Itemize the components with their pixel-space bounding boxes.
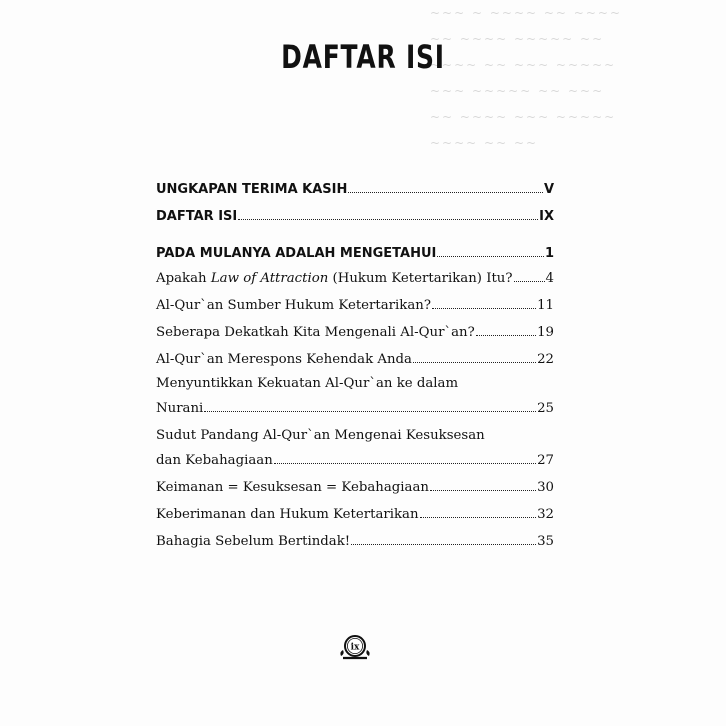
dot-leader [430,490,536,491]
toc-page-number: 27 [537,453,554,468]
dot-leader [238,219,538,220]
dot-leader [420,517,537,518]
toc-entry [156,298,554,313]
toc-heading-pada-mulanya [156,246,554,261]
page-folio-ornament [337,632,373,662]
dot-leader [432,308,536,309]
folio-ornament-icon [337,632,373,662]
toc-page-number: 11 [537,298,554,313]
toc-heading-daftar-isi [156,209,554,224]
toc-entry [156,453,554,468]
toc-entry [156,507,554,522]
toc-entry [156,401,554,416]
dot-leader [348,192,543,193]
toc-heading-label: PADA MULANYA ADALAH MENGETAHUI [156,246,437,261]
toc-page-number: IX [539,209,554,224]
toc-page-number: 35 [537,534,554,549]
toc-entry-italic: Law of Attraction [210,271,329,286]
toc-entry [156,480,554,495]
toc-page-number: 22 [537,352,554,367]
page-title: DAFTAR ISI [281,38,445,76]
toc-page-number: V [543,182,554,197]
toc-heading-label: UNGKAPAN TERIMA KASIH [156,182,348,197]
toc-entry-label: Keberimanan dan Hukum Ketertarikan [156,507,419,522]
toc-entry [156,271,554,286]
toc-entry-label: Apakah Law of Attraction (Hukum Ketertarikan) Itu? [156,271,513,286]
toc-page-number: 4 [545,271,554,286]
toc-entry-first-line: Sudut Pandang Al-Qur`an Mengenai Kesuksesan [156,428,485,443]
dot-leader [476,335,536,336]
toc-page-number: 30 [537,480,554,495]
toc-entry-label: Keimanan = Kesuksesan = Kebahagiaan [156,480,429,495]
toc-page-number: 19 [537,325,554,340]
toc-entry-label: Al-Qur`an Sumber Hukum Ketertarikan? [156,298,431,313]
dot-leader [351,544,536,545]
toc-entry-label: dan Kebahagiaan [156,453,273,468]
dot-leader [437,256,544,257]
dot-leader [413,362,536,363]
toc-entry [156,325,554,340]
dot-leader [274,463,536,464]
toc-page-number: 1 [544,246,554,261]
folio-number: ix [350,642,360,653]
toc-page-number: 25 [537,401,554,416]
toc-entry-label: Nurani [156,401,204,416]
toc-page-number: 32 [537,507,554,522]
toc-entry [156,534,554,549]
toc-heading-label: DAFTAR ISI [156,209,238,224]
toc-entry-label: Seberapa Dekatkah Kita Mengenali Al-Qur`an? [156,325,475,340]
show-through-text: ~~~ ~ ~~~~ ~~ ~~~~ ~~ ~~~~ ~~~~~ ~~ ~~~~ ~~ ~~~ ~~~~~ ~~~ ~~~~~ ~~ ~~~ ~~ ~~~~ ~~~ ~~~~~ ~~~~ ~~ ~~ [430,6,623,150]
toc-heading-ungkapan [156,182,554,197]
dot-leader [204,411,536,412]
toc-entry [156,352,554,367]
dot-leader [514,281,545,282]
toc-entry-label: Al-Qur`an Merespons Kehendak Anda [156,352,412,367]
toc-entry-label: Bahagia Sebelum Bertindak! [156,534,351,549]
toc-entry-first-line: Menyuntikkan Kekuatan Al-Qur`an ke dalam [156,376,459,391]
